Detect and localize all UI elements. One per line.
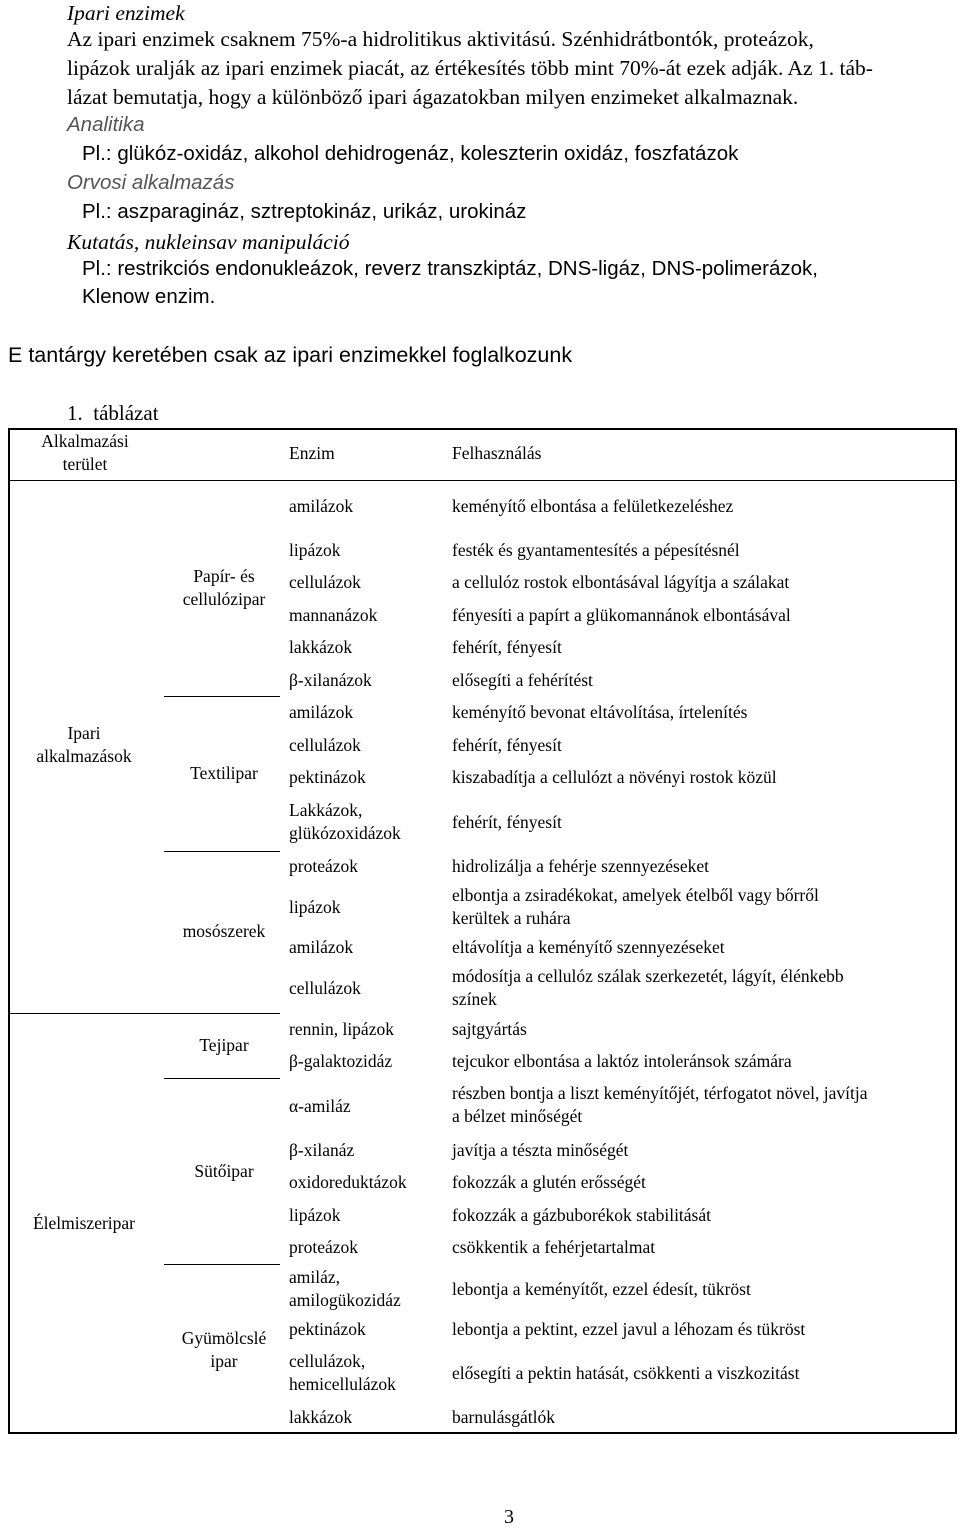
usage-cell <box>452 936 725 959</box>
enzyme-cell <box>289 1018 394 1041</box>
area-ipari <box>14 722 154 768</box>
usage-cell <box>452 1139 628 1162</box>
sector-textilipar <box>164 762 284 785</box>
enzyme-text: amilázok <box>289 702 354 722</box>
area-elelmiszeripar-line-1: Élelmiszeripar <box>32 1213 136 1233</box>
enzyme-text: lipázok <box>289 1205 341 1225</box>
enzyme-text: pektinázok <box>289 767 366 787</box>
enzyme-text: mannanázok <box>289 605 378 625</box>
enzyme-cell <box>289 539 341 562</box>
usage-text: elősegíti a pektin hatását, csökkenti a viszkozitást <box>452 1363 800 1383</box>
usage-text: lebontja a pektint, ezzel javul a léhozam és tükröst <box>452 1319 806 1339</box>
sector-divider <box>164 1264 280 1265</box>
enzyme-text: amilázok <box>289 496 354 516</box>
enzyme-cell <box>289 1050 392 1073</box>
usage-cell <box>452 734 562 757</box>
enzyme-cell <box>289 571 361 594</box>
table-border-top <box>8 428 957 430</box>
usage-text: sajtgyártás <box>452 1019 527 1039</box>
enzyme-text: cellulázok <box>289 735 361 755</box>
usage-cell <box>452 495 733 518</box>
usage-cell <box>452 1018 527 1041</box>
usage-text: javítja a tészta minőségét <box>452 1140 629 1160</box>
enzyme-text: β-xilanázok <box>289 670 372 690</box>
enzyme-text: α-amiláz <box>289 1096 351 1116</box>
usage-text: fehérít, fényesít <box>452 735 562 755</box>
usage-text: keményítő elbontása a felületkezeléshez <box>452 496 734 516</box>
category-title-kutatas: Kutatás, nukleinsav manipuláció <box>67 230 350 254</box>
intro-line-2: lipázok uralják az ipari enzimek piacát, az értékesítés több mint 70%-át ezek adják. Az 1. táb- <box>67 56 873 80</box>
sector-divider <box>164 851 280 852</box>
sector-tejipar-line-1: Tejipar <box>199 1035 249 1055</box>
enzyme-cell <box>289 604 377 627</box>
intro-line-3: lázat bemutatja, hogy a különböző ipari ágazatokban milyen enzimeket alkalmaznak. <box>67 85 799 109</box>
usage-cell <box>452 1406 555 1429</box>
sector-gyumolcsle-line-1: Gyümölcslé <box>181 1328 267 1348</box>
enzyme-cell <box>289 977 361 1000</box>
sector-textilipar-line-1: Textilipar <box>190 763 258 783</box>
usage-cell <box>452 1082 868 1128</box>
category-examples-orvosi: Pl.: aszparagináz, sztreptokináz, urikáz, urokináz <box>82 200 527 223</box>
sector-sutoipar-line-1: Sütőipar <box>194 1161 254 1181</box>
usage-text: hidrolizálja a fehérje szennyezéseket <box>452 856 710 876</box>
enzyme-cell <box>289 1171 407 1194</box>
usage-cell <box>452 855 709 878</box>
header-usage: Felhasználás <box>452 443 542 463</box>
enzyme-text: proteázok <box>289 856 358 876</box>
usage-text: elbontja a zsiradékokat, amelyek ételből vagy bőrről <box>452 885 819 905</box>
enzyme-text: lakkázok <box>289 1407 353 1427</box>
usage-text: fényesíti a papírt a glükomannánok elbontásával <box>452 605 791 625</box>
usage-text: lebontja a keményítőt, ezzel édesít, tükröst <box>452 1279 751 1299</box>
sector-papir-line-1: Papír- és <box>193 566 255 586</box>
usage-cell <box>452 1236 655 1259</box>
enzyme-cell <box>289 1095 351 1118</box>
usage-cell <box>452 1050 792 1073</box>
category-examples-analitika: Pl.: glükóz-oxidáz, alkohol dehidrogenáz, koleszterin oxidáz, foszfatázok <box>82 142 739 165</box>
enzyme-cell <box>289 936 353 959</box>
area-ipari-line-2: alkalmazások <box>36 746 132 766</box>
usage-text: a cellulóz rostok elbontásával lágyítja a szálakat <box>452 572 790 592</box>
usage-cell <box>452 1171 646 1194</box>
sector-sutoipar <box>164 1160 284 1183</box>
usage-cell <box>452 539 740 562</box>
usage-text: színek <box>452 989 497 1009</box>
usage-text: keményítő bevonat eltávolítása, írtelenítés <box>452 702 748 722</box>
enzyme-cell <box>289 799 401 845</box>
category-title-analitika: Analitika <box>67 113 145 136</box>
section-title: Ipari enzimek <box>67 1 185 25</box>
header-enzyme: Enzim <box>289 443 335 463</box>
enzyme-cell <box>289 1266 401 1312</box>
enzyme-cell <box>289 1318 366 1341</box>
usage-cell <box>452 965 844 1011</box>
area-elelmiszeripar <box>14 1212 154 1235</box>
header-area-line-2: terület <box>62 454 108 474</box>
usage-cell <box>452 701 747 724</box>
enzyme-cell <box>289 636 352 659</box>
usage-text: fehérít, fényesít <box>452 637 562 657</box>
header-area-line-1: Alkalmazási <box>41 431 129 451</box>
category-examples-kutatas-1: Pl.: restrikciós endonukleázok, reverz transzkiptáz, DNS-ligáz, DNS-polimerázok, <box>82 257 818 280</box>
focus-statement: E tantárgy keretében csak az ipari enzimekkel foglalkozunk <box>8 343 573 367</box>
table-border-right <box>955 428 957 1434</box>
enzyme-cell <box>289 766 366 789</box>
enzyme-cell <box>289 1350 396 1396</box>
enzyme-cell <box>289 701 353 724</box>
sector-divider <box>164 1078 280 1079</box>
enzyme-cell <box>289 1139 354 1162</box>
enzyme-cell <box>289 669 372 692</box>
area-divider <box>8 1013 280 1014</box>
usage-cell <box>452 571 789 594</box>
usage-cell <box>452 1362 799 1385</box>
intro-line-1: Az ipari enzimek csaknem 75%-a hidrolitikus aktivitású. Szénhidrátbontók, proteázok, <box>67 27 814 51</box>
usage-text: kiszabadítja a cellulózt a növényi rostok közül <box>452 767 777 787</box>
enzyme-text: pektinázok <box>289 1319 366 1339</box>
usage-text: fokozzák a gázbuborékok stabilitását <box>452 1205 711 1225</box>
enzyme-text: amiláz, <box>289 1267 341 1287</box>
sector-papir-line-2: cellulózipar <box>182 589 266 609</box>
usage-cell <box>452 1318 805 1341</box>
enzyme-text: rennin, lipázok <box>289 1019 394 1039</box>
usage-cell <box>452 766 777 789</box>
sector-gyumolcsle <box>164 1327 284 1373</box>
enzyme-text: β-xilanáz <box>289 1140 355 1160</box>
category-title-orvosi: Orvosi alkalmazás <box>67 171 235 194</box>
usage-text: csökkentik a fehérjetartalmat <box>452 1237 656 1257</box>
enzyme-text: cellulázok, <box>289 1351 366 1371</box>
usage-text: a bélzet minőségét <box>452 1106 583 1126</box>
header-area <box>20 430 150 476</box>
page-number: 3 <box>504 1506 514 1528</box>
usage-cell <box>452 669 593 692</box>
enzyme-cell <box>289 495 353 518</box>
enzyme-cell <box>289 1406 352 1429</box>
enzyme-text: hemicellulázok <box>289 1374 396 1394</box>
usage-text: módosítja a cellulóz szálak szerkezetét, lágyít, élénkebb <box>452 966 844 986</box>
usage-text: kerültek a ruhára <box>452 908 571 928</box>
enzyme-text: amilázok <box>289 937 354 957</box>
enzyme-text: lipázok <box>289 540 341 560</box>
usage-text: fehérít, fényesít <box>452 812 562 832</box>
sector-tejipar <box>164 1034 284 1057</box>
enzyme-cell <box>289 1204 341 1227</box>
area-ipari-line-1: Ipari <box>67 723 101 743</box>
enzyme-text: oxidoreduktázok <box>289 1172 407 1192</box>
enzyme-cell <box>289 896 341 919</box>
enzyme-text: glükózoxidázok <box>289 823 401 843</box>
sector-gyumolcsle-line-2: ipar <box>210 1351 238 1371</box>
usage-cell <box>452 636 562 659</box>
enzyme-text: Lakkázok, <box>289 800 363 820</box>
enzyme-text: amilogükozidáz <box>289 1290 401 1310</box>
usage-text: elősegíti a fehérítést <box>452 670 593 690</box>
enzyme-text: β-galaktozidáz <box>289 1051 393 1071</box>
enzyme-cell <box>289 1236 358 1259</box>
usage-text: tejcukor elbontása a laktóz intoleránsok számára <box>452 1051 792 1071</box>
usage-text: fokozzák a glutén erősségét <box>452 1172 646 1192</box>
table-caption: 1. táblázat <box>67 401 159 425</box>
table-border-bottom <box>8 1432 957 1434</box>
enzyme-text: lipázok <box>289 897 341 917</box>
sector-divider <box>164 696 280 697</box>
enzyme-text: cellulázok <box>289 572 361 592</box>
enzyme-cell <box>289 855 358 878</box>
header-divider <box>8 480 957 481</box>
category-examples-kutatas-2: Klenow enzim. <box>82 285 216 308</box>
usage-text: eltávolítja a keményítő szennyezéseket <box>452 937 725 957</box>
enzyme-cell <box>289 734 361 757</box>
usage-cell <box>452 604 791 627</box>
enzyme-text: cellulázok <box>289 978 361 998</box>
sector-moszerek-line-1: mosószerek <box>182 921 266 941</box>
sector-papir <box>164 565 284 611</box>
sector-moszerek <box>164 920 284 943</box>
usage-text: festék és gyantamentesítés a pépesítésnél <box>452 540 740 560</box>
usage-text: részben bontja a liszt keményítőjét, térfogatot növel, javítja <box>452 1083 868 1103</box>
usage-cell <box>452 1278 751 1301</box>
usage-cell <box>452 811 562 834</box>
table-border-left <box>8 428 10 1434</box>
usage-cell <box>452 884 819 930</box>
usage-cell <box>452 1204 711 1227</box>
usage-text: barnulásgátlók <box>452 1407 556 1427</box>
enzyme-text: lakkázok <box>289 637 353 657</box>
enzyme-text: proteázok <box>289 1237 358 1257</box>
